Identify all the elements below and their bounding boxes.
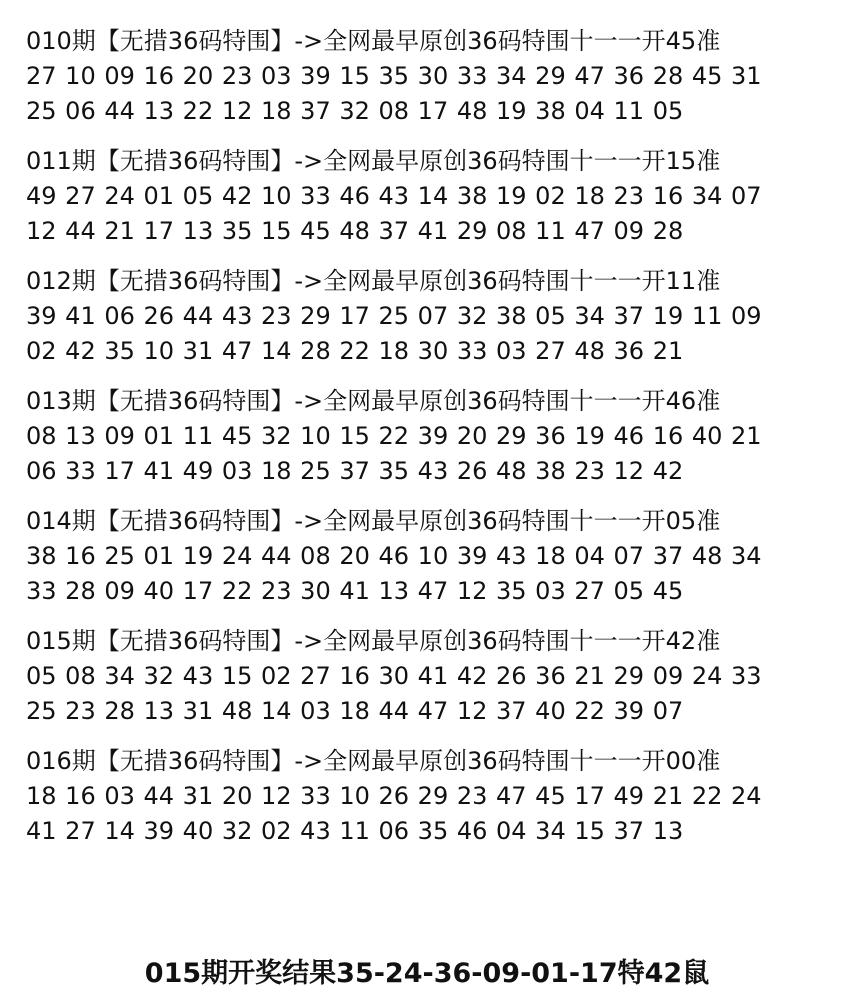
- period-header: 013期【无措36码特围】->全网最早原创36码特围十一一开46准: [26, 387, 721, 415]
- period-header: 012期【无措36码特围】->全网最早原创36码特围十一一开11准: [26, 267, 721, 295]
- number-row-2: 25 06 44 13 22 12 18 37 32 08 17 48 19 38 04 11 05: [26, 97, 684, 125]
- number-row-1: 08 13 09 01 11 45 32 10 15 22 39 20 29 36 19 46 16 40 21: [26, 422, 762, 450]
- number-row-1: 05 08 34 32 43 15 02 27 16 30 41 42 26 36 21 29 09 24 33: [26, 662, 762, 690]
- prediction-list: [26, 24, 836, 864]
- number-row-1: 49 27 24 01 05 42 10 33 46 43 14 38 19 02 18 23 16 34 07: [26, 182, 762, 210]
- number-row-2: 41 27 14 39 40 32 02 43 11 06 35 46 04 34 15 37 13: [26, 817, 684, 845]
- period-block-015: [26, 624, 836, 729]
- period-header: 016期【无措36码特围】->全网最早原创36码特围十一一开00准: [26, 747, 721, 775]
- period-block-016: [26, 744, 836, 849]
- period-header: 010期【无措36码特围】->全网最早原创36码特围十一一开45准: [26, 27, 721, 55]
- number-row-2: 25 23 28 13 31 48 14 03 18 44 47 12 37 40 22 39 07: [26, 697, 684, 725]
- number-row-1: 38 16 25 01 19 24 44 08 20 46 10 39 43 18 04 07 37 48 34: [26, 542, 762, 570]
- period-header: 014期【无措36码特围】->全网最早原创36码特围十一一开05准: [26, 507, 721, 535]
- number-row-2: 02 42 35 10 31 47 14 28 22 18 30 33 03 27 48 36 21: [26, 337, 684, 365]
- number-row-1: 39 41 06 26 44 43 23 29 17 25 07 32 38 05 34 37 19 11 09: [26, 302, 762, 330]
- number-row-2: 06 33 17 41 49 03 18 25 37 35 43 26 48 38 23 12 42: [26, 457, 684, 485]
- period-header: 015期【无措36码特围】->全网最早原创36码特围十一一开42准: [26, 627, 721, 655]
- period-header: 011期【无措36码特围】->全网最早原创36码特围十一一开15准: [26, 147, 721, 175]
- number-row-1: 18 16 03 44 31 20 12 33 10 26 29 23 47 45 17 49 21 22 24: [26, 782, 762, 810]
- number-row-1: 27 10 09 16 20 23 03 39 15 35 30 33 34 29 47 36 28 45 31: [26, 62, 762, 90]
- period-block-010: [26, 24, 836, 129]
- period-block-014: [26, 504, 836, 609]
- period-block-012: [26, 264, 836, 369]
- draw-result-text: 015期开奖结果35-24-36-09-01-17特42鼠: [144, 958, 710, 989]
- period-block-011: [26, 144, 836, 249]
- number-row-2: 12 44 21 17 13 35 15 45 48 37 41 29 08 11 47 09 28: [26, 217, 684, 245]
- period-block-013: [26, 384, 836, 489]
- number-row-2: 33 28 09 40 17 22 23 30 41 13 47 12 35 03 27 05 45: [26, 577, 684, 605]
